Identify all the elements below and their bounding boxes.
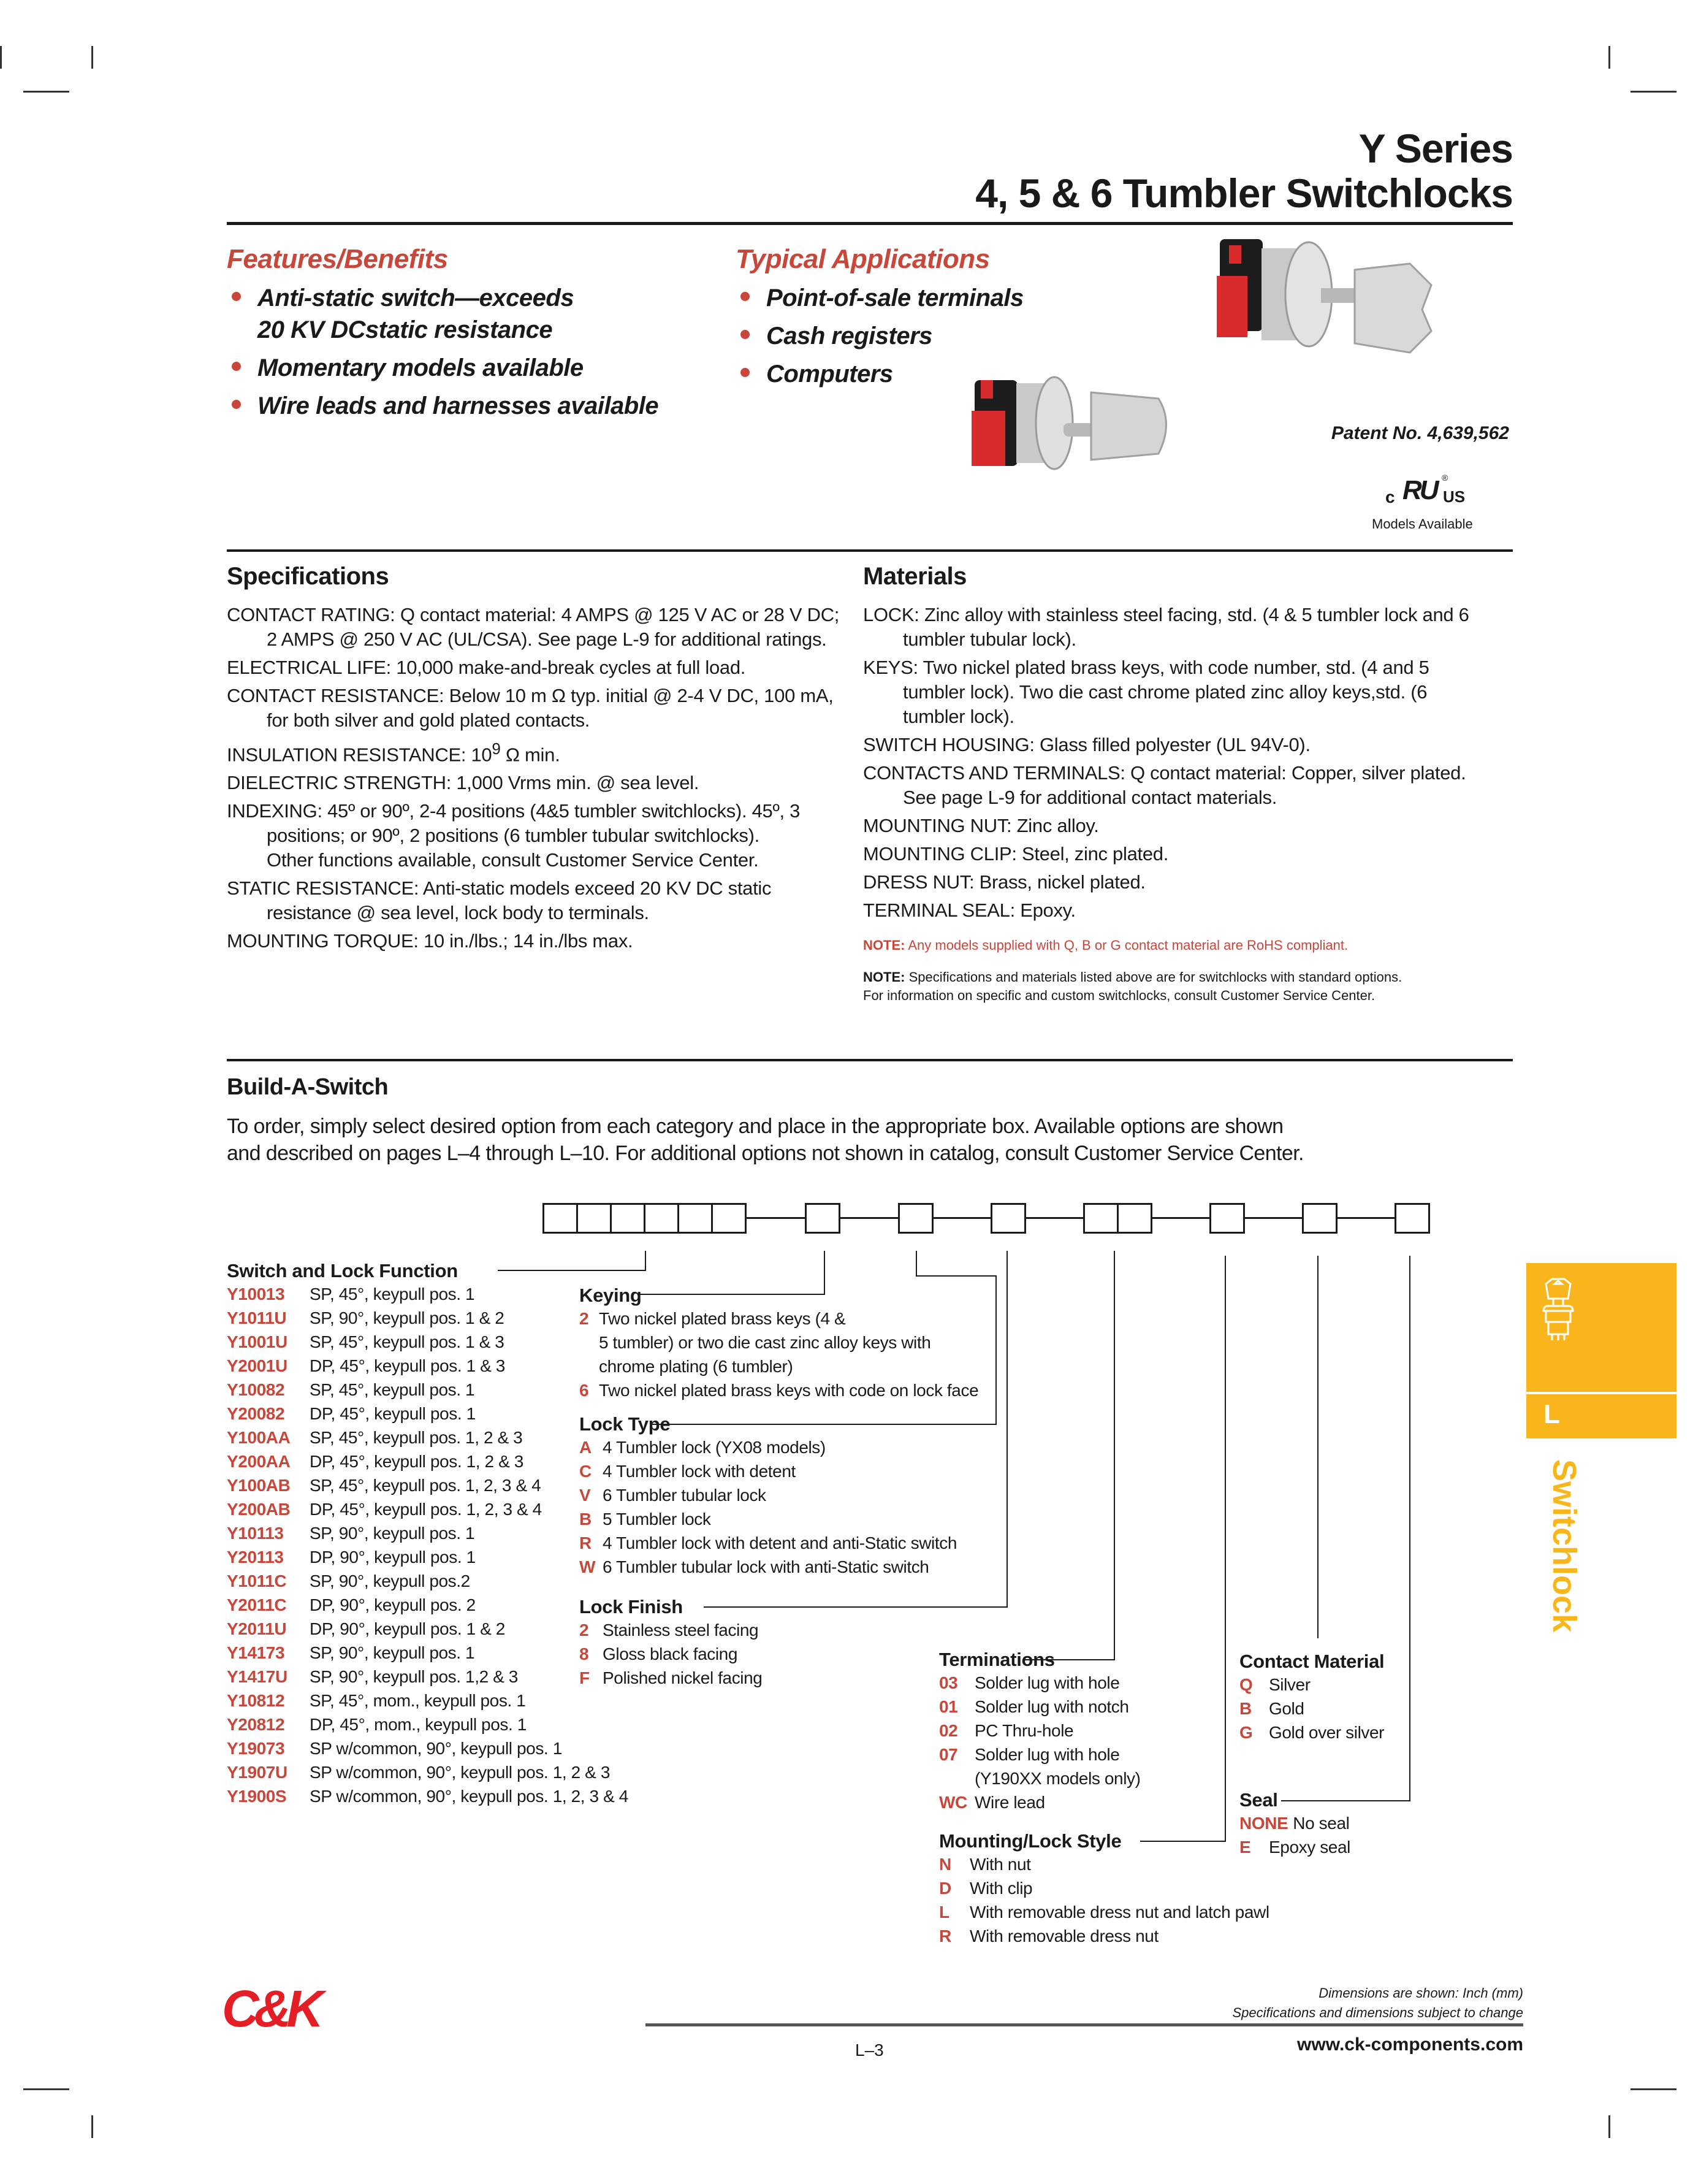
lock-type-option[interactable] <box>579 1459 957 1483</box>
option-code: W <box>579 1557 596 1576</box>
mounting-option[interactable] <box>939 1876 1269 1900</box>
option-code: Y10812 <box>227 1691 285 1710</box>
option-code: 2 <box>579 1621 589 1640</box>
spec-mounting-torque: MOUNTING TORQUE: 10 in./lbs.; 14 in./lbs max. <box>227 930 633 952</box>
switchlock-icon <box>1540 1277 1577 1344</box>
code-box-function-6[interactable] <box>711 1203 747 1234</box>
option-code: WC <box>939 1793 967 1812</box>
option-code: D <box>939 1879 951 1898</box>
seal-section <box>1239 1789 1350 1859</box>
option-code: 01 <box>939 1697 958 1716</box>
option-code: Y10013 <box>227 1285 285 1304</box>
option-code: Y1001U <box>227 1332 287 1351</box>
seal-option[interactable] <box>1239 1835 1350 1859</box>
crop-mark <box>1608 2115 1610 2138</box>
code-box-function-2[interactable] <box>576 1203 612 1234</box>
code-box-seal[interactable] <box>1395 1203 1430 1234</box>
bullet-icon <box>232 292 241 301</box>
application-item: Cash registers <box>736 320 1103 352</box>
seal-option[interactable] <box>1239 1811 1350 1835</box>
option-description: DP, 45°, mom., keypull pos. 1 <box>310 1715 527 1734</box>
switch-function-option[interactable] <box>227 1712 628 1736</box>
option-code: 02 <box>939 1721 958 1740</box>
cert-caption: Models Available <box>1372 516 1473 532</box>
code-box-function-4[interactable] <box>644 1203 679 1234</box>
specifications-section <box>227 563 840 957</box>
option-code: N <box>939 1855 951 1874</box>
material-mounting-clip: MOUNTING CLIP: Steel, zinc plated. <box>863 843 1169 865</box>
applications-heading: Typical Applications <box>736 244 990 274</box>
bullet-icon <box>740 368 750 377</box>
switch-function-option[interactable] <box>227 1497 628 1521</box>
option-code: 03 <box>939 1673 958 1692</box>
termination-option[interactable] <box>939 1719 1141 1743</box>
option-description: SP, 45°, keypull pos. 1, 2, 3 & 4 <box>310 1476 541 1495</box>
ck-logo: C&K <box>222 1980 319 2037</box>
option-description: SP, 45°, keypull pos. 1 & 3 <box>310 1332 504 1351</box>
keying-heading: Keying <box>579 1285 642 1306</box>
material-contacts: CONTACTS AND TERMINALS: Q contact material: Copper, silver plated. See page L-9 for additional contact materials. <box>863 762 1466 808</box>
switch-function-option[interactable] <box>227 1354 628 1378</box>
page-title: 4, 5 & 6 Tumbler Switchlocks <box>975 170 1513 216</box>
switch-function-option[interactable] <box>227 1545 628 1569</box>
option-code: Y20082 <box>227 1404 285 1423</box>
code-box-function-3[interactable] <box>610 1203 645 1234</box>
option-description: DP, 90°, keypull pos. 1 & 2 <box>310 1619 505 1638</box>
option-code: B <box>579 1510 592 1529</box>
lock-type-option[interactable] <box>579 1435 957 1459</box>
lock-type-section <box>579 1413 957 1579</box>
contact-material-option[interactable] <box>1239 1720 1384 1744</box>
option-description: Solder lug with hole <box>975 1745 1120 1764</box>
option-code: Y2001U <box>227 1356 287 1375</box>
mounting-heading: Mounting/Lock Style <box>939 1830 1122 1852</box>
option-code: C <box>579 1462 592 1481</box>
option-description: SP w/common, 90°, keypull pos. 1, 2 & 3 <box>310 1763 610 1782</box>
cru-us-certification-icon: c RU ® US <box>1385 473 1466 506</box>
section-rule <box>227 1059 1513 1061</box>
spec-contact-rating: CONTACT RATING: Q contact material: 4 AMPS @ 125 V AC or 28 V DC; 2 AMPS @ 250 V AC (UL/CSA). See page L-9 for additional ratings. <box>227 604 840 650</box>
spec-electrical-life: ELECTRICAL LIFE: 10,000 make-and-break cycles at full load. <box>227 657 746 678</box>
option-code: 8 <box>579 1644 589 1663</box>
option-code: Y2011C <box>227 1595 287 1614</box>
option-code: V <box>579 1486 591 1505</box>
standard-options-note: NOTE: Specifications and materials listed above are for switchlocks with standard options. For information on specific and custom switchlocks, consult Customer Service Center. <box>863 969 1402 1003</box>
website-link[interactable]: www.ck-components.com <box>1297 2034 1523 2055</box>
option-code: Y10113 <box>227 1524 284 1543</box>
option-code: G <box>1239 1723 1253 1742</box>
material-keys: KEYS: Two nickel plated brass keys, with code number, std. (4 and 5 tumbler lock). Two die cast chrome plated zinc alloy keys,std. (6 tumbler lock). <box>863 657 1429 727</box>
code-box-terminations-2[interactable] <box>1117 1203 1152 1234</box>
option-code: Y1011C <box>227 1571 287 1590</box>
option-description: DP, 90°, keypull pos. 2 <box>310 1595 476 1614</box>
bullet-icon <box>740 292 750 301</box>
contact-material-section <box>1239 1651 1384 1744</box>
terminations-section <box>939 1649 1141 1814</box>
crop-mark <box>1631 91 1676 93</box>
seal-heading: Seal <box>1239 1789 1278 1811</box>
option-description: SP, 90°, keypull pos. 1 <box>310 1643 475 1662</box>
lock-finish-heading: Lock Finish <box>579 1596 683 1617</box>
option-description: SP, 45°, mom., keypull pos. 1 <box>310 1691 526 1710</box>
option-description: DP, 90°, keypull pos. 1 <box>310 1548 476 1567</box>
lock-finish-section <box>579 1596 762 1690</box>
bullet-icon <box>232 362 241 371</box>
option-code: Y200AB <box>227 1500 291 1519</box>
lock-finish-option[interactable] <box>579 1618 762 1642</box>
title-rule <box>227 222 1513 225</box>
crop-mark <box>1608 46 1610 69</box>
patent-number: Patent No. 4,639,562 <box>1331 423 1509 443</box>
switch-function-option[interactable] <box>227 1378 628 1402</box>
switch-function-option[interactable] <box>227 1449 628 1473</box>
material-lock: LOCK: Zinc alloy with stainless steel facing, std. (4 & 5 tumbler lock and 6 tumbler tubular lock). <box>863 604 1469 650</box>
spec-static-resistance: STATIC RESISTANCE: Anti-static models exceed 20 KV DC static resistance @ sea level, lock body to terminals. <box>227 877 772 924</box>
option-code: Y20113 <box>227 1548 284 1567</box>
section-tab-label: Switchlock <box>1546 1459 1583 1633</box>
lock-finish-option[interactable] <box>579 1666 762 1690</box>
mounting-section <box>939 1830 1269 1948</box>
option-code: Y1011U <box>227 1308 287 1327</box>
build-intro: To order, simply select desired option from each category and place in the appropriate box. Available options are shown and described on pages L–4 through L–10. For additional options not shown in catalog, consult Customer Service Center. <box>227 1115 1304 1165</box>
termination-option[interactable] <box>939 1743 1141 1766</box>
lock-type-option[interactable] <box>579 1555 957 1579</box>
code-box-terminations-1[interactable] <box>1083 1203 1119 1234</box>
option-code: 07 <box>939 1745 958 1764</box>
option-description: 4 Tumbler lock with detent <box>603 1462 796 1481</box>
switch-function-option[interactable] <box>227 1784 628 1808</box>
code-box-mounting[interactable] <box>1209 1203 1245 1234</box>
code-box-function-5[interactable] <box>677 1203 713 1234</box>
crop-mark <box>23 91 69 93</box>
option-description: Polished nickel facing <box>603 1668 763 1687</box>
product-photo-switchlock-2 <box>1201 227 1508 392</box>
code-box-contact-material[interactable] <box>1302 1203 1338 1234</box>
lock-finish-option[interactable] <box>579 1642 762 1666</box>
option-description: SP, 90°, keypull pos. 1,2 & 3 <box>310 1667 518 1686</box>
option-description: SP, 90°, keypull pos. 1 & 2 <box>310 1308 504 1327</box>
option-code: R <box>939 1926 951 1945</box>
section-rule <box>227 549 1513 552</box>
rohs-note: NOTE: Any models supplied with Q, B or G contact material are RoHS compliant. <box>863 937 1349 953</box>
option-description: SP, 90°, keypull pos. 1 <box>310 1524 475 1543</box>
option-description: DP, 45°, keypull pos. 1, 2 & 3 <box>310 1452 523 1471</box>
option-code: Y200AA <box>227 1452 291 1471</box>
spec-contact-resistance: CONTACT RESISTANCE: Below 10 m Ω typ. initial @ 2-4 V DC, 100 mA, for both silver and gold plated contacts. <box>227 685 834 731</box>
lock-type-option[interactable] <box>579 1507 957 1531</box>
material-switch-housing: SWITCH HOUSING: Glass filled polyester (UL 94V-0). <box>863 734 1311 755</box>
option-description: 4 Tumbler lock with detent and anti-Static switch <box>603 1533 957 1552</box>
contact-material-option[interactable] <box>1239 1673 1384 1697</box>
material-terminal-seal: TERMINAL SEAL: Epoxy. <box>863 899 1076 921</box>
option-description: SP w/common, 90°, keypull pos. 1, 2, 3 & 4 <box>310 1787 628 1806</box>
bullet-icon <box>740 330 750 339</box>
option-code: Y100AA <box>227 1428 291 1447</box>
dimensions-note: Dimensions are shown: Inch (mm) <box>1319 1985 1523 2001</box>
code-box-lock-finish[interactable] <box>991 1203 1026 1234</box>
switch-function-option[interactable] <box>227 1330 628 1354</box>
crop-mark <box>91 2115 93 2138</box>
option-description: Solder lug with hole <box>975 1673 1120 1692</box>
option-description: DP, 45°, keypull pos. 1 & 3 <box>310 1356 505 1375</box>
option-code: Y1900S <box>227 1787 287 1806</box>
keying-option-6[interactable]: 6 Two nickel plated brass keys with code on lock face <box>579 1381 979 1400</box>
option-description: Stainless steel facing <box>603 1621 759 1640</box>
switch-function-option[interactable] <box>227 1760 628 1784</box>
termination-option[interactable] <box>939 1695 1141 1719</box>
option-code: F <box>579 1668 590 1687</box>
build-heading: Build-A-Switch <box>227 1074 389 1100</box>
switch-function-heading: Switch and Lock Function <box>227 1260 458 1281</box>
option-code: E <box>1239 1838 1251 1857</box>
features-heading: Features/Benefits <box>227 244 448 274</box>
lock-type-option[interactable] <box>579 1531 957 1555</box>
switch-function-option[interactable] <box>227 1593 628 1617</box>
option-description: No seal <box>1293 1814 1350 1833</box>
spec-indexing: INDEXING: 45º or 90º, 2-4 positions (4&5 tumbler switchlocks). 45º, 3 positions; or 90º, 2 positions (6 tumbler tubular switchlocks). <box>227 800 801 847</box>
option-description: 4 Tumbler lock (YX08 models) <box>603 1438 826 1457</box>
feature-item: Momentary models available <box>227 352 717 384</box>
option-description: Wire lead <box>975 1793 1045 1812</box>
option-description: DP, 45°, keypull pos. 1 <box>310 1404 476 1423</box>
spec-indexing-other: Other functions available, consult Customer Service Center. <box>267 849 759 871</box>
features-section <box>227 244 717 428</box>
option-description: SP, 45°, keypull pos. 1 <box>310 1380 475 1399</box>
section-tab-l[interactable]: L <box>1526 1394 1676 1438</box>
spec-dielectric-strength: DIELECTRIC STRENGTH: 1,000 Vrms min. @ sea level. <box>227 772 699 794</box>
mounting-option[interactable] <box>939 1924 1269 1948</box>
option-code: NONE <box>1239 1814 1288 1833</box>
option-description: With removable dress nut <box>970 1926 1159 1945</box>
option-code: B <box>1239 1699 1252 1718</box>
option-description: Epoxy seal <box>1269 1838 1350 1857</box>
switch-function-section <box>227 1260 628 1808</box>
switch-function-option[interactable] <box>227 1402 628 1426</box>
application-item: Point-of-sale terminals <box>736 282 1103 314</box>
option-description: SP, 45°, keypull pos. 1, 2 & 3 <box>310 1428 523 1447</box>
crop-mark <box>91 46 93 69</box>
option-description: With removable dress nut and latch pawl <box>970 1903 1269 1922</box>
option-description: Gold over silver <box>1269 1723 1385 1742</box>
switch-function-option[interactable] <box>227 1306 628 1330</box>
code-box-keying[interactable] <box>805 1203 840 1234</box>
crop-mark <box>1631 2088 1676 2090</box>
side-tab-icon-panel[interactable] <box>1526 1263 1676 1392</box>
option-description: SP, 90°, keypull pos.2 <box>310 1571 470 1590</box>
footer-rule <box>645 2023 1523 2026</box>
switch-function-option[interactable] <box>227 1641 628 1665</box>
option-description: PC Thru-hole <box>975 1721 1074 1740</box>
switch-function-option[interactable] <box>227 1689 628 1712</box>
application-item: Computers <box>736 358 1103 390</box>
spec-insulation-resistance: INSULATION RESISTANCE: $10^9$ Ω min. <box>227 739 560 766</box>
contact-material-heading: Contact Material <box>1239 1651 1385 1672</box>
option-code: Y14173 <box>227 1643 285 1662</box>
option-code: Y19073 <box>227 1739 285 1758</box>
switch-function-option[interactable] <box>227 1569 628 1593</box>
crop-mark <box>0 46 2 69</box>
switch-function-option[interactable] <box>227 1665 628 1689</box>
option-description: SP, 45°, keypull pos. 1 <box>310 1285 475 1304</box>
option-description: SP w/common, 90°, keypull pos. 1 <box>310 1739 562 1758</box>
termination-option[interactable] <box>939 1790 1141 1814</box>
option-description: Gloss black facing <box>603 1644 738 1663</box>
contact-material-option[interactable] <box>1239 1697 1384 1720</box>
keying-option-2[interactable]: 2 Two nickel plated brass keys (4 & <box>579 1309 846 1328</box>
option-code: Y100AB <box>227 1476 291 1495</box>
switch-function-option[interactable] <box>227 1617 628 1641</box>
lock-type-option[interactable] <box>579 1483 957 1507</box>
materials-heading: Materials <box>863 563 967 590</box>
series-title: Y Series <box>1358 126 1513 171</box>
specifications-heading: Specifications <box>227 563 389 590</box>
product-photo-switchlock-1 <box>962 356 1238 503</box>
switch-function-option[interactable] <box>227 1473 628 1497</box>
option-description: 6 Tumbler tubular lock <box>603 1486 766 1505</box>
material-mounting-nut: MOUNTING NUT: Zinc alloy. <box>863 815 1099 836</box>
option-description: Silver <box>1269 1675 1311 1694</box>
code-box-lock-type[interactable] <box>898 1203 934 1234</box>
feature-item: Wire leads and harnesses available <box>227 390 717 422</box>
page-number: L–3 <box>855 2041 884 2060</box>
option-description: With clip <box>970 1879 1033 1898</box>
switch-function-option[interactable] <box>227 1736 628 1760</box>
change-note: Specifications and dimensions subject to change <box>1232 2005 1523 2020</box>
option-code: Y20812 <box>227 1715 285 1734</box>
option-code: Y1907U <box>227 1763 287 1782</box>
code-box-function-1[interactable] <box>542 1203 578 1234</box>
option-code: Y2011U <box>227 1619 287 1638</box>
option-description: DP, 45°, keypull pos. 1, 2, 3 & 4 <box>310 1500 542 1519</box>
feature-item: Anti-static switch—exceeds 20 KV DCstatic resistance <box>227 282 717 346</box>
option-code: Y1417U <box>227 1667 287 1686</box>
materials-section <box>863 563 1482 1005</box>
lock-type-heading: Lock Type <box>579 1413 671 1435</box>
switch-function-option[interactable] <box>227 1521 628 1545</box>
option-code: L <box>939 1903 949 1922</box>
mounting-option[interactable] <box>939 1852 1269 1876</box>
option-description: 5 Tumbler lock <box>603 1510 711 1529</box>
bullet-icon <box>232 400 241 409</box>
termination-option[interactable] <box>939 1766 1141 1790</box>
option-description: (Y190XX models only) <box>975 1769 1141 1788</box>
material-dress-nut: DRESS NUT: Brass, nickel plated. <box>863 871 1146 893</box>
option-code: Y10082 <box>227 1380 285 1399</box>
crop-mark <box>23 2088 69 2090</box>
option-code: Q <box>1239 1675 1253 1694</box>
option-description: With nut <box>970 1855 1031 1874</box>
keying-section: Keying 2 Two nickel plated brass keys (4 & 5 tumbler) or two die cast zinc alloy keys with chrome plating (6 tumbler) 6 Two nickel plated brass keys with code on lock face <box>579 1285 978 1402</box>
terminations-heading: Terminations <box>939 1649 1055 1670</box>
switch-function-option[interactable] <box>227 1426 628 1449</box>
option-description: Gold <box>1269 1699 1304 1718</box>
switch-function-option[interactable] <box>227 1282 628 1306</box>
option-description: 6 Tumbler tubular lock with anti-Static switch <box>603 1557 929 1576</box>
option-code: R <box>579 1533 592 1552</box>
termination-option[interactable] <box>939 1671 1141 1695</box>
mounting-option[interactable] <box>939 1900 1269 1924</box>
option-description: Solder lug with notch <box>975 1697 1129 1716</box>
option-code: A <box>579 1438 592 1457</box>
